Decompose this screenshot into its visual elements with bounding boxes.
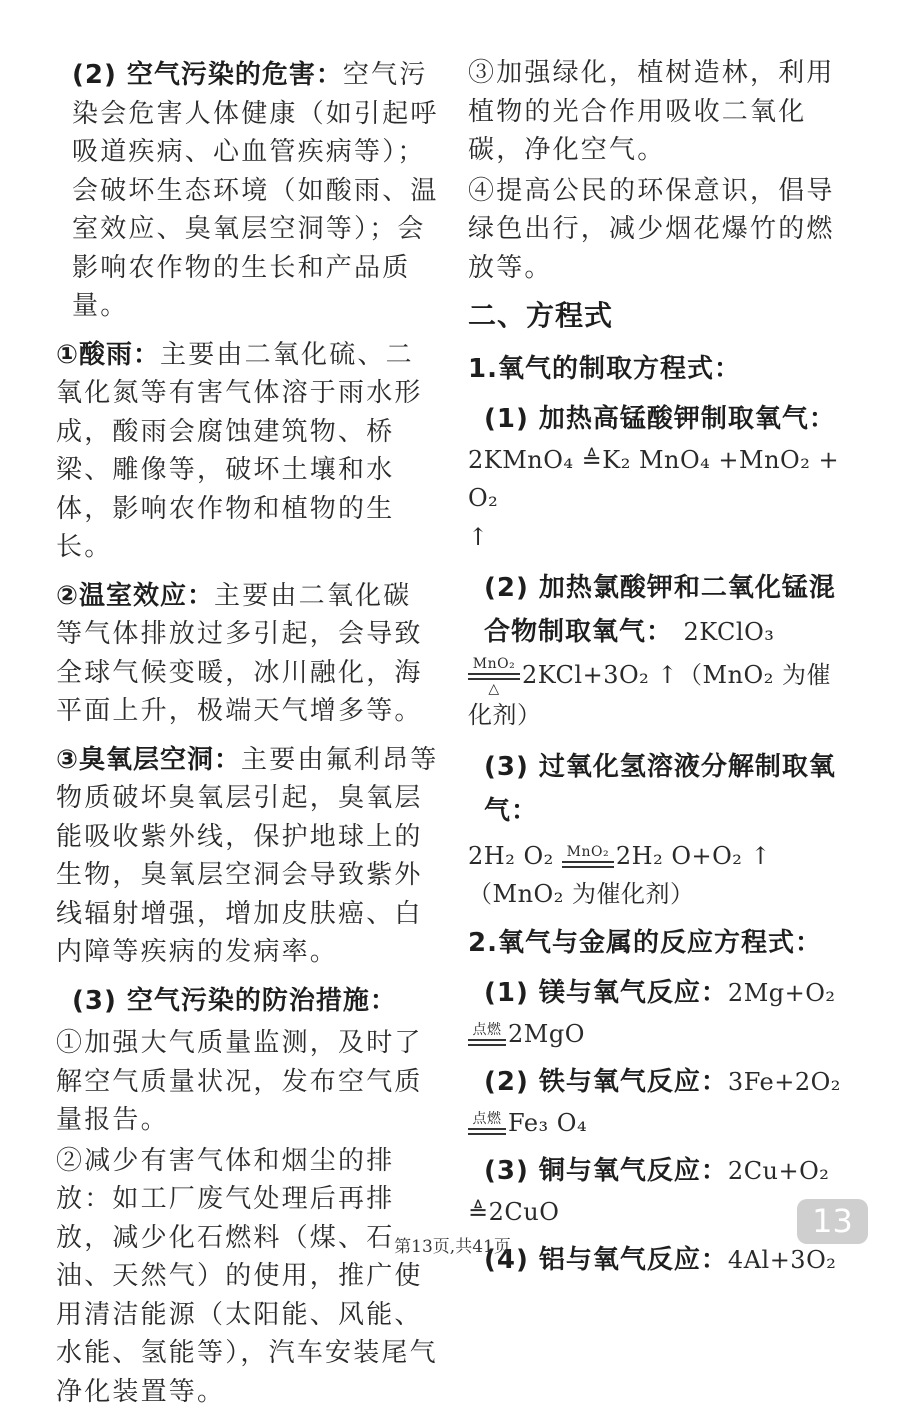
reaction-3-product: 2H₂ O+O₂ ↑ [615, 841, 772, 870]
metal-1 [468, 974, 853, 1013]
acid-rain-heading: ①酸雨： [56, 339, 161, 370]
metal-2-product: Fe₃ O₄ [508, 1108, 588, 1137]
metal-3 [468, 1152, 853, 1191]
equals-sign [468, 1039, 506, 1046]
reaction-3-equation [468, 837, 853, 914]
section-title-equations: 二、方程式 [468, 299, 614, 332]
equals-sign [468, 673, 520, 680]
reaction-2 [468, 566, 853, 654]
subsection-oxygen-preparation: 1.氧气的制取方程式： [468, 353, 741, 384]
metal-1-reactant: 2Mg+O₂ [727, 979, 836, 1007]
reaction-2-product: 2KCl+3O₂ ↑（MnO₂ 为催化剂） [468, 661, 831, 729]
equals-sign [562, 861, 614, 868]
measure-2: ②减少有害气体和烟尘的排放：如工厂废气处理后再排放，减少化石燃料（煤、石油、天然气）的使用，推广使用清洁能源（太阳能、风能、水能、氢能等），汽车安装尾气净化装置等。 [56, 1145, 438, 1407]
reaction-3-reactant: 2H₂ O₂ [468, 841, 554, 870]
metal-2-reactant: 3Fe+2O₂ [727, 1068, 841, 1096]
page-number-badge: 13 [797, 1199, 868, 1244]
ozone-paragraph [56, 741, 439, 972]
acid-rain-text: 主要由二氧化硫、二氧化氮等有害气体溶于雨水形成，酸雨会腐蚀建筑物、桥梁、雕像等，破坏土壤和水体，影响农作物和植物的生长。 [56, 339, 423, 562]
measure-3: ③加强绿化，植树造林，利用植物的光合作用吸收二氧化碳，净化空气。 [468, 58, 835, 165]
reaction-1-equation [468, 441, 853, 557]
ignite-label: 点燃 [472, 1110, 502, 1127]
catalyst-label: MnO₂ [472, 656, 516, 672]
metal-1-product: 2MgO [508, 1019, 585, 1048]
ignite-label: 点燃 [472, 1021, 502, 1038]
heat-symbol: △ [488, 681, 500, 697]
catalyst-label: MnO₂ [566, 843, 610, 860]
metal-4-title: (4) 铝与氧气反应： [484, 1245, 728, 1275]
metal-2-equation [468, 1104, 853, 1143]
reaction-3-title: (3) 过氧化氢溶液分解制取氧气： [484, 751, 836, 826]
metal-2-title: (2) 铁与氧气反应： [484, 1067, 728, 1097]
subsection-metal-reactions: 2.氧气与金属的反应方程式： [468, 927, 822, 958]
reaction-3-condition [562, 845, 614, 870]
reaction-2-title: (2) 加热氯酸钾和二氧化锰混合物制取氧气： [484, 573, 836, 647]
metal-2-condition [468, 1112, 506, 1137]
metal-1-condition [468, 1023, 506, 1048]
metal-3-title: (3) 铜与氧气反应： [484, 1156, 728, 1186]
measure-1: ①加强大气质量监测，及时了解空气质量状况，发布空气质量报告。 [56, 1028, 423, 1135]
left-column [56, 56, 439, 1421]
gas-arrow: ↑ [468, 522, 489, 551]
metal-3-product: ≜2CuO [468, 1197, 560, 1226]
measures-heading: (3) 空气污染的防治措施： [72, 985, 397, 1016]
right-column [468, 54, 853, 1290]
harm-heading: (2) 空气污染的危害： [72, 60, 343, 90]
acid-rain-paragraph [56, 336, 439, 567]
reaction-3-note: （MnO₂ 为催化剂） [468, 880, 695, 908]
reaction-2-equation [468, 656, 853, 735]
metal-2 [468, 1063, 853, 1102]
ozone-heading: ③臭氧层空洞： [56, 744, 242, 775]
metal-1-equation [468, 1015, 853, 1054]
reaction-2-reactant: 2KClO₃ [683, 618, 775, 646]
reaction-1-formula: 2KMnO₄ ≜K₂ MnO₄ +MnO₂ +O₂ [468, 445, 840, 512]
metal-1-title: (1) 镁与氧气反应： [484, 978, 728, 1008]
page-footer: 第13页,共41页 [394, 1237, 511, 1257]
harm-paragraph [56, 56, 439, 326]
greenhouse-text: 主要由二氧化碳等气体排放过多引起，会导致全球气候变暖，冰川融化，海平面上升，极端天气增多等。 [56, 580, 423, 726]
measure-4: ④提高公民的环保意识，倡导绿色出行，减少烟花爆竹的燃放等。 [468, 175, 835, 283]
harm-text: 空气污染会危害人体健康（如引起呼吸道疾病、心血管疾病等）；会破坏生态环境（如酸雨、温室效应、臭氧层空洞等）；会影响农作物的生长和产品质量。 [72, 60, 439, 321]
metal-4-reactant: 4Al+3O₂ [727, 1246, 837, 1274]
greenhouse-heading: ②温室效应： [56, 580, 215, 611]
ozone-text: 主要由氟利昂等物质破坏臭氧层引起，臭氧层能吸收紫外线，保护地球上的生物，臭氧层空洞会导致紫外线辐射增强，增加皮肤癌、白内障等疾病的发病率。 [56, 744, 439, 967]
equals-sign [468, 1128, 506, 1135]
metal-3-reactant: 2Cu+O₂ [727, 1157, 830, 1185]
reaction-1-title: (1) 加热高锰酸钾制取氧气： [484, 404, 836, 434]
greenhouse-paragraph [56, 577, 439, 731]
reaction-2-condition [468, 657, 520, 696]
